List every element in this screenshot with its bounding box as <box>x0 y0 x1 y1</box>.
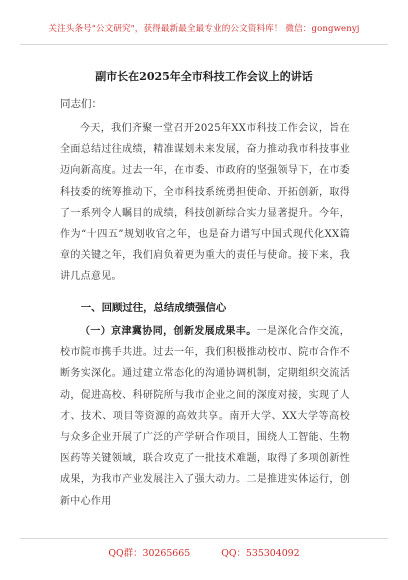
footer <box>0 545 408 559</box>
subsection-body: 一是深化合作交流，校市院市携手共进。过去一年，我们积极推动校市、院市合作不断务实深化。通过建立常态化的沟通协调机制，定期组织交流活动，促进高校、科研院所与我市企业之间的深度对接，实现了人才、技术、项目等资源的高效共享。南开大学、XX大学等高校与众多企业开展了广泛的产学研合作项目，围绕人工智能、生物医药等关键领域，联合攻克了一批技术难题，取得了多项创新性成果，为我市产业发展注入了强大动力。二是推进实体运行，创新中心作用 <box>60 326 350 507</box>
subsection-paragraph <box>60 321 350 512</box>
subsection-lead: （一）京津冀协同，创新发展成果丰。 <box>80 326 257 337</box>
intro-paragraph: 今天，我们齐聚一堂召开2025年XX市科技工作会议，旨在全面总结过往成绩，精准谋划未来发展，奋力推动我市科技事业迈向新高度。过去一年，在市委、市政府的坚强领导下，在市委科技委的统筹推动下，全市科技系统勇担使命、开拓创新，取得了一系列令人瞩目的成绩，科技创新综合实力显著提升。今年，作为“十四五”规划收官之年，也是奋力谱写中国式现代化XX篇章的关键之年，我们肩负着更为重大的责任与使命。接下来，我讲几点意见。 <box>60 123 350 283</box>
footer-divider <box>20 538 388 539</box>
document-title: 副市长在2025年全市科技工作会议上的讲话 <box>95 70 313 83</box>
salutation: 同志们： <box>60 98 102 110</box>
header-banner: 关注头条号"公文研究"，获得最新最全最专业的公文资料库！ 微信：gongwenyj <box>48 24 360 34</box>
header-divider <box>20 44 388 45</box>
qq-group-label: QQ群：30265665 <box>108 548 191 559</box>
qq-contact-label: QQ：535304092 <box>221 548 300 559</box>
section-heading: 一、回顾过往，总结成绩强信心 <box>80 302 227 314</box>
